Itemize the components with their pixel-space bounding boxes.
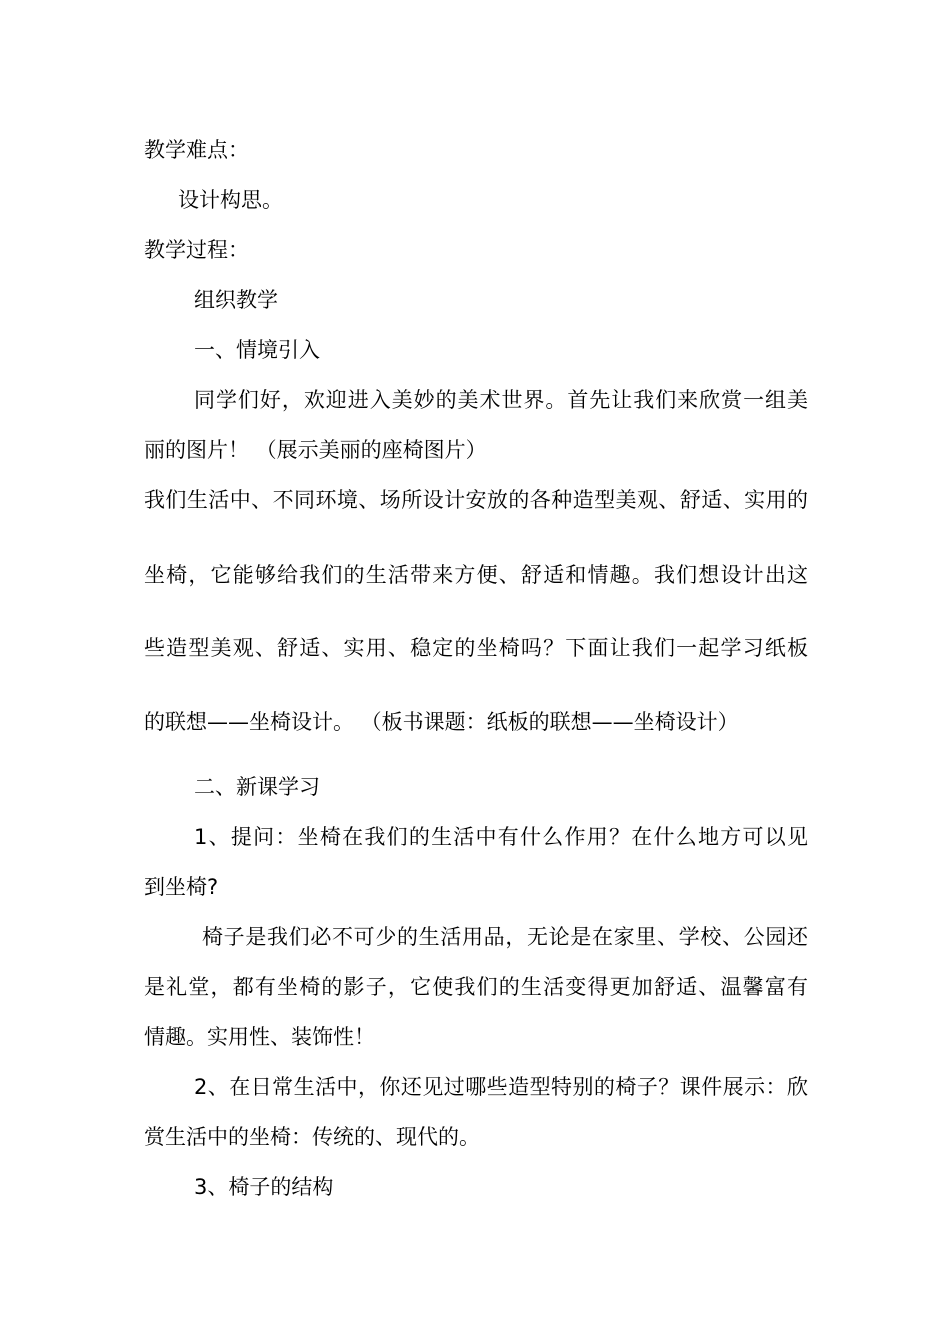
- question-1-line-2: 到坐椅?: [144, 875, 219, 899]
- intro2-paragraph-line-2: 坐椅，它能够给我们的生活带来方便、舒适和情趣。我们想设计出这: [144, 563, 808, 587]
- section-1-title: 一、情境引入: [194, 338, 320, 362]
- answer-1-line-1: 椅子是我们必不可少的生活用品，无论是在家里、学校、公园还: [202, 925, 808, 949]
- item-3-chair-structure: 3、椅子的结构: [194, 1175, 334, 1199]
- answer-1-line-2: 是礼堂，都有坐椅的影子，它使我们的生活变得更加舒适、温馨富有: [144, 975, 808, 999]
- intro2-paragraph-line-1: 我们生活中、不同环境、场所设计安放的各种造型美观、舒适、实用的: [144, 488, 808, 512]
- section-2-title: 二、新课学习: [194, 775, 320, 799]
- answer-1-line-3: 情趣。实用性、装饰性！: [144, 1025, 375, 1049]
- organize-teaching: 组织教学: [194, 288, 278, 312]
- question-2-line-1: 2、在日常生活中，你还见过哪些造型特别的椅子？课件展示：欣: [194, 1075, 808, 1099]
- difficulty-text: 设计构思。: [178, 188, 283, 212]
- process-heading: 教学过程：: [144, 238, 249, 262]
- intro2-paragraph-line-3: 些造型美观、舒适、实用、稳定的坐椅吗？下面让我们一起学习纸板: [144, 636, 808, 660]
- question-2-line-2: 赏生活中的坐椅：传统的、现代的。: [144, 1125, 480, 1149]
- difficulty-heading: 教学难点：: [144, 138, 249, 162]
- intro-paragraph-line-2: 丽的图片！ （展示美丽的座椅图片）: [144, 438, 487, 462]
- question-1-line-1: 1、提问：坐椅在我们的生活中有什么作用？在什么地方可以见: [194, 825, 808, 849]
- intro2-paragraph-line-4: 的联想——坐椅设计。 （板书课题：纸板的联想——坐椅设计）: [144, 710, 739, 734]
- intro-paragraph-line-1: 同学们好，欢迎进入美妙的美术世界。首先让我们来欣赏一组美: [194, 388, 808, 412]
